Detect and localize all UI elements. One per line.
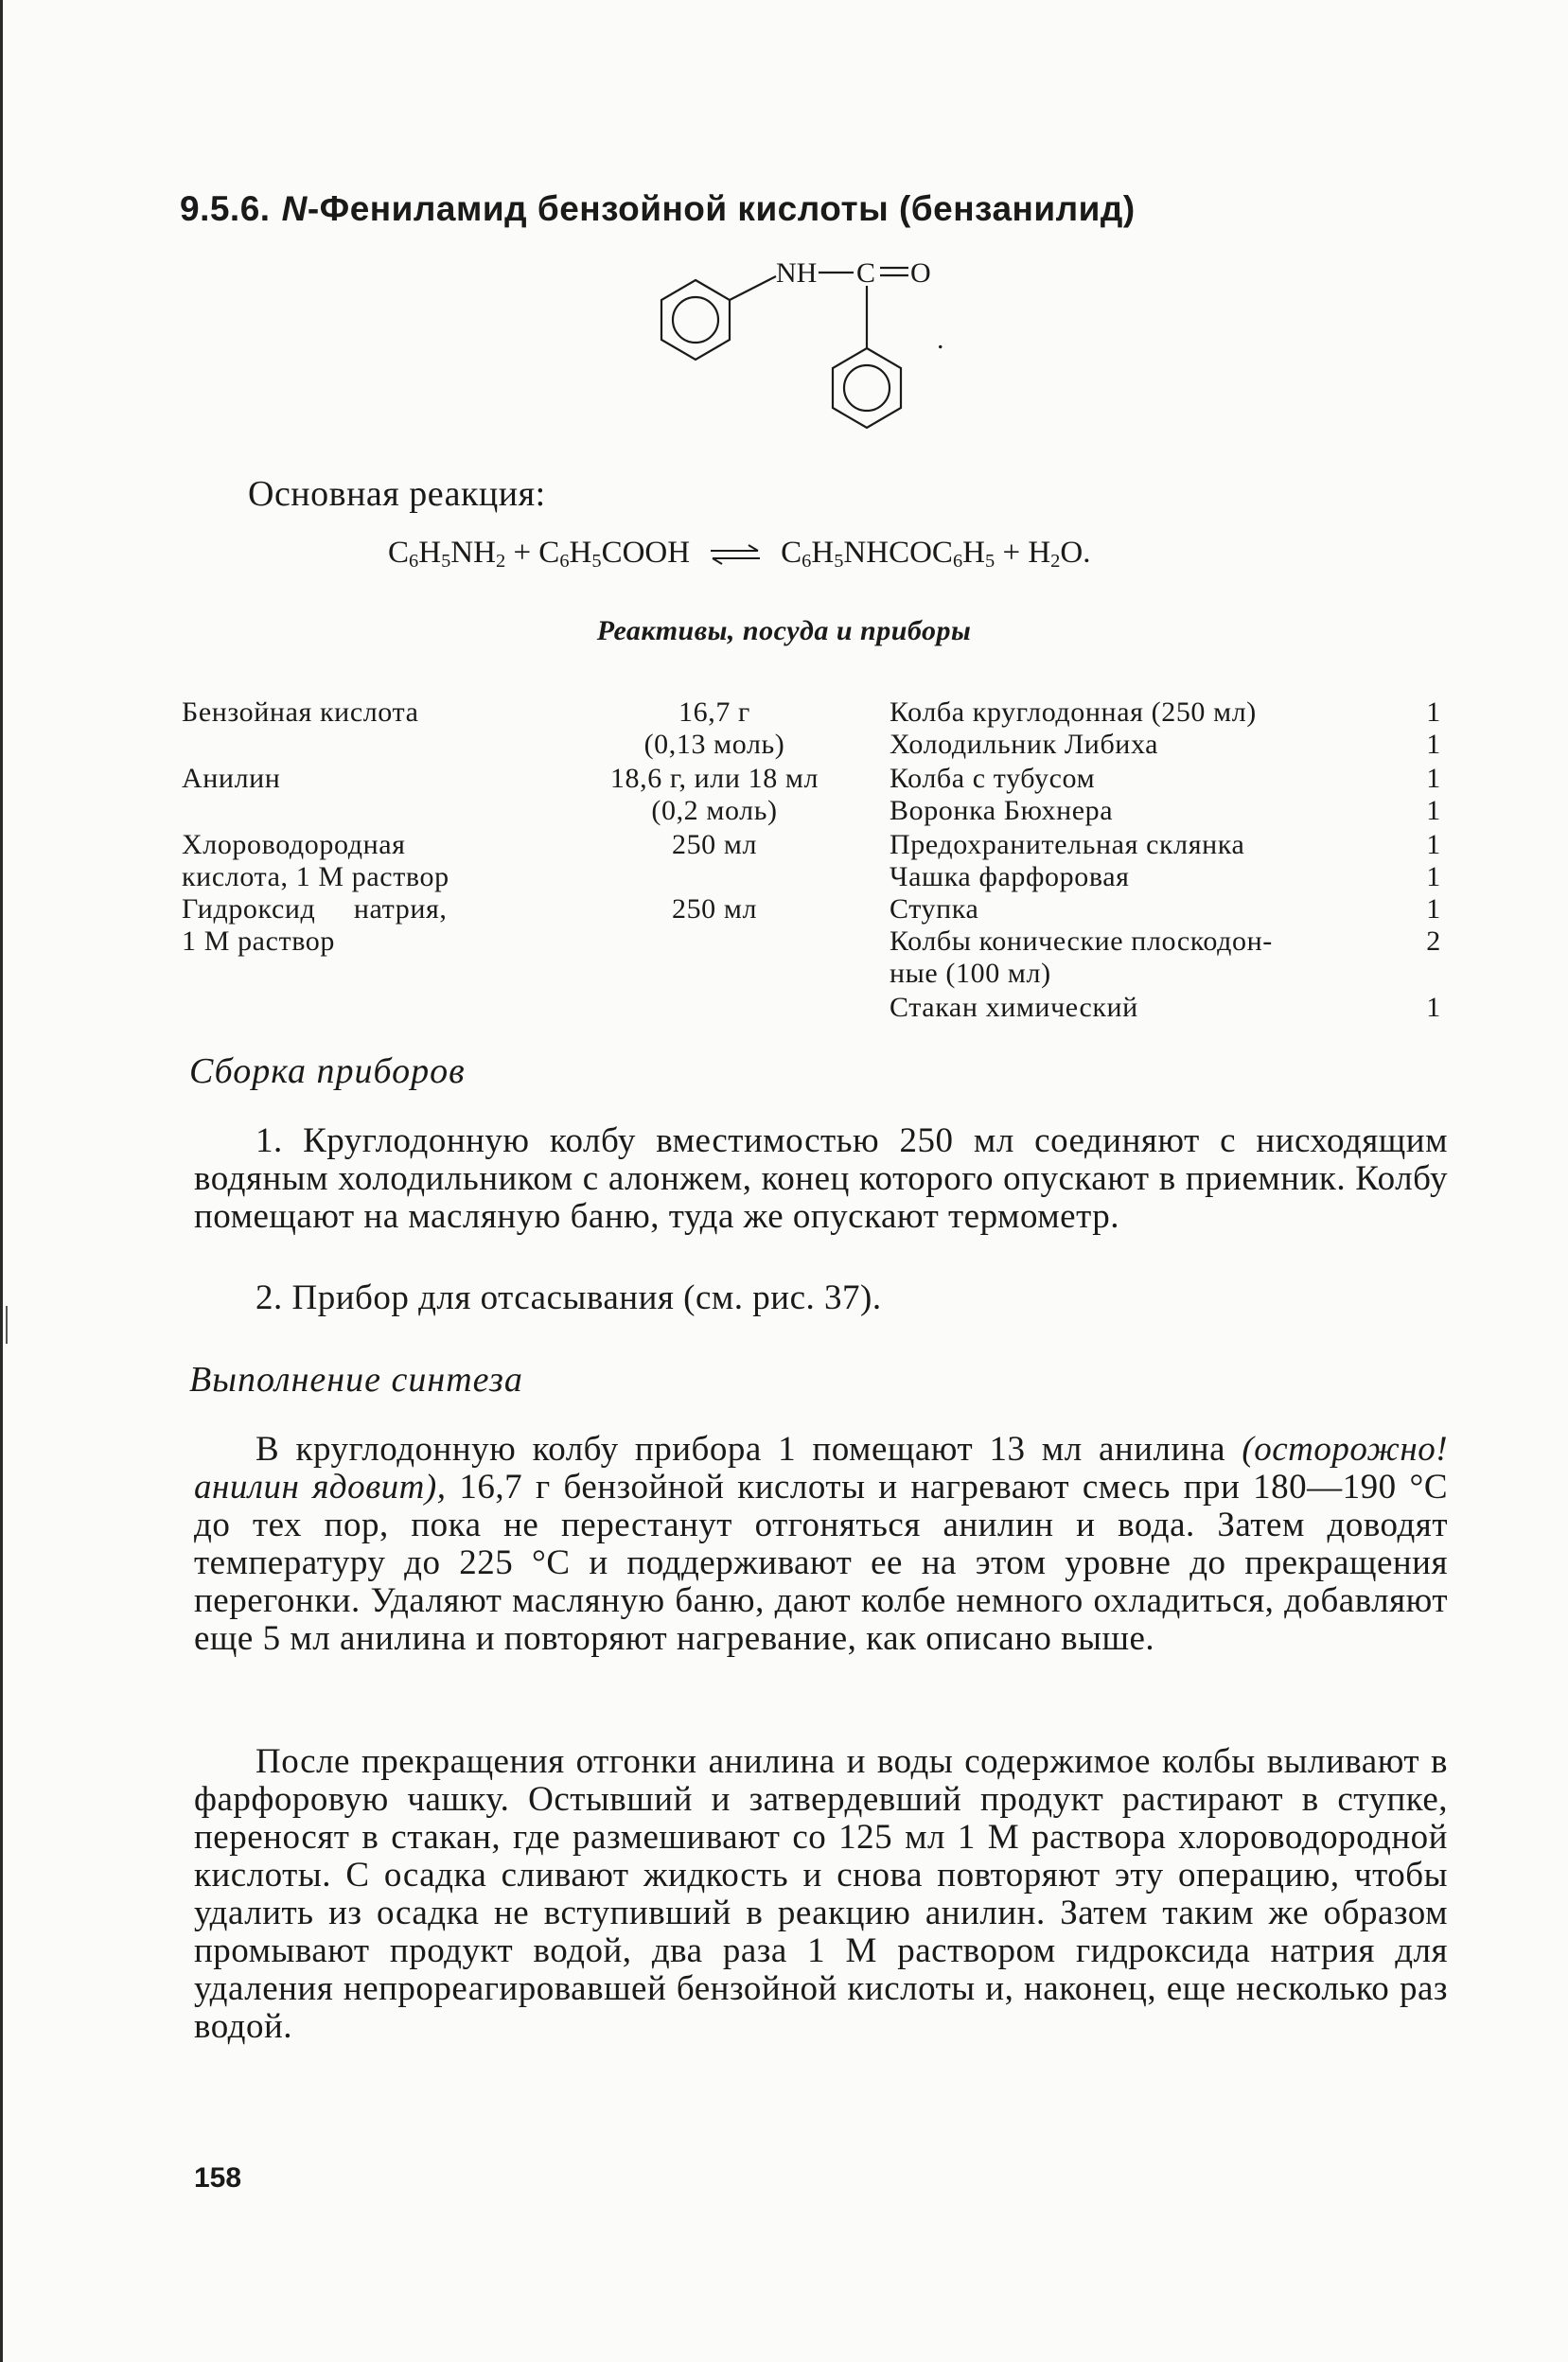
equipment-name: Воронка Бюхнера <box>890 795 1114 826</box>
assembly-item-2 <box>194 1279 1448 1317</box>
chemical-qty-moles: (0,13 моль) <box>643 729 785 760</box>
equipment-name-cont: ные (100 мл) <box>890 958 1051 989</box>
chemical-name-cont: 1 М раствор <box>182 925 335 957</box>
chemical-name: Бензойная кислота <box>182 696 419 728</box>
synthesis-paragraph-2 <box>194 1743 1448 2046</box>
synthesis-paragraph-1 <box>194 1431 1448 1658</box>
assembly-heading: Сборка приборов <box>189 1051 466 1091</box>
nh-label: NH <box>776 257 818 289</box>
chemical-name: Анилин <box>182 763 281 794</box>
aniline-toxicity-warning: (осторожно! анилин ядовит), <box>194 1430 1449 1507</box>
title-prefix: N <box>281 189 308 228</box>
equipment-name: Предохранительная склянка <box>890 829 1245 860</box>
benzoyl-ring <box>833 348 901 428</box>
equipment-count: 2 <box>1426 925 1441 957</box>
equipment-count: 1 <box>1426 763 1441 794</box>
chemical-qty: 250 мл <box>671 893 758 925</box>
equipment-name: Колба с тубусом <box>890 763 1096 794</box>
chemical-qty-moles: (0,2 моль) <box>651 795 778 826</box>
page-edge-mark <box>6 1306 8 1344</box>
chemical-qty: 250 мл <box>671 829 758 860</box>
equipment-name: Чашка фарфоровая <box>890 861 1130 892</box>
synthesis-p1-start: В круглодонную колбу прибора 1 помещают 13 мл анилина <box>255 1430 1226 1469</box>
assembly-item-1 <box>194 1122 1448 1236</box>
o-label: O <box>910 257 931 289</box>
equipment-name: Колбы конические плоскодон- <box>890 925 1273 957</box>
c-label: C <box>856 257 876 289</box>
equipment-count: 1 <box>1426 893 1441 925</box>
equipment-name: Стакан химический <box>890 992 1138 1023</box>
equipment-name: Ступка <box>890 893 979 925</box>
assembly-item-2-text: 2. Прибор для отсасывания (см. рис. 37). <box>255 1278 882 1317</box>
aniline-ring <box>661 280 730 360</box>
equipment-count: 1 <box>1426 696 1441 728</box>
title-text: -Фениламид бензойной кислоты (бензанилид) <box>307 189 1136 228</box>
ring-nh-bond <box>730 276 776 300</box>
chemical-qty: 16,7 г <box>678 696 750 728</box>
equipment-name: Холодильник Либиха <box>890 729 1159 760</box>
chemical-name: Хлороводородная <box>182 829 406 860</box>
equilibrium-arrow-icon <box>709 543 762 566</box>
equipment-count: 1 <box>1426 992 1441 1023</box>
section-number: 9.5.6. <box>180 189 271 228</box>
reagents-heading: Реактивы, посуда и приборы <box>596 615 972 646</box>
benzanilide-structure <box>634 254 975 462</box>
reaction-label: Основная реакция: <box>248 474 546 514</box>
chemical-name: Гидроксид натрия, <box>182 893 448 925</box>
section-title <box>180 189 1136 229</box>
chemical-qty: 18,6 г, или 18 мл <box>609 763 819 794</box>
synthesis-heading: Выполнение синтеза <box>189 1360 523 1400</box>
equipment-name: Колба круглодонная (250 мл) <box>890 696 1257 728</box>
chemical-name-cont: кислота, 1 М раствор <box>182 861 449 892</box>
synthesis-p1-rest: 16,7 г бензойной кислоты и нагревают смесь при 180—190 °С до тех пор, пока не перестанут отгоняться анилин и вода. Затем доводят температуру до 225 °С и поддерживают ее на этом уровне до прекращения перегонки. Удаляют масляную баню, дают колбе немного охладиться, добавляют еще 5 мл анилина и повторяют нагревание, как описано выше. <box>194 1468 1449 1658</box>
synthesis-p2-text: После прекращения отгонки анилина и воды содержимое колбы выливают в фарфоровую чашку. Остывший и затвердевший продукт растирают в ступке, переносят в стакан, где размешивают со 125 мл 1 М раствора хлороводородной кислоты. С осадка сливают жидкость и снова повторяют эту операцию, чтобы удалить из осадка не вступивший в реакцию анилин. Затем таким же образом промывают продукт водой, два раза 1 М раствором гидроксида натрия для удаления непрореагировавшей бензойной кислоты и, наконец, еще несколько раз водой. <box>194 1742 1448 2046</box>
page-number: 158 <box>194 2162 242 2194</box>
benzoyl-ring-circle <box>844 365 890 411</box>
equipment-count: 1 <box>1426 861 1441 892</box>
aniline-ring-circle <box>673 297 718 343</box>
reaction-equation: $C_6H_5NH_2$ + $C_6H_5COOH$ $C_6H_5NHCOC_6H_5 + H_2O$. <box>388 536 1091 573</box>
equipment-count: 1 <box>1426 729 1441 760</box>
page-edge-line <box>0 0 3 2362</box>
equipment-count: 1 <box>1426 829 1441 860</box>
structure-period: . <box>937 324 944 355</box>
assembly-item-1-text: 1. Круглодонную колбу вместимостью 250 мл соединяют с нисходящим водяным холодильником с алонжем, конец которого опускают в приемник. Колбу помещают на масляную баню, туда же опускают термометр. <box>194 1121 1448 1236</box>
equipment-count: 1 <box>1426 795 1441 826</box>
